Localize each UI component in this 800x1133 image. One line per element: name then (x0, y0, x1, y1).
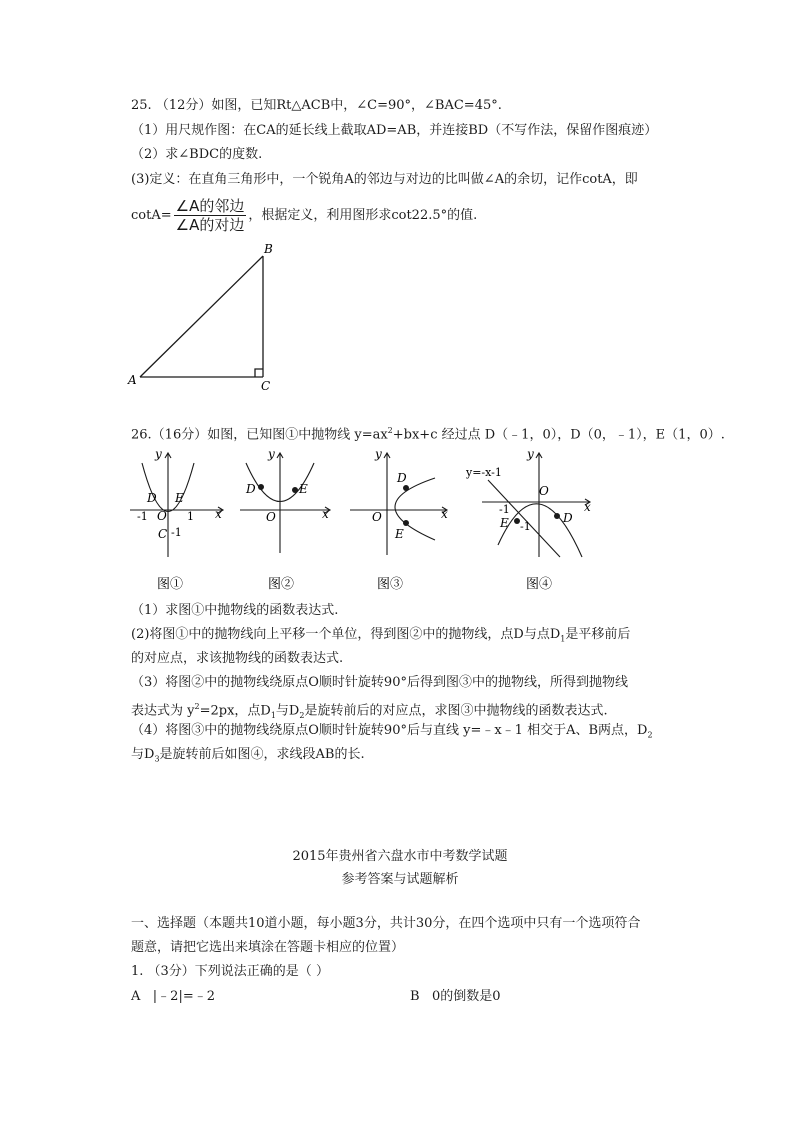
caption-1: 图① (157, 577, 184, 592)
answer-title: 2015年贵州省六盘水市中考数学试题 (292, 849, 508, 864)
axis-y-label: y (527, 447, 534, 461)
section1-line2: 题意，请把它选出来填涂在答题卡相应的位置） (131, 940, 405, 955)
point-c-label: C (158, 527, 168, 541)
point-d-label: D (563, 511, 573, 525)
fraction-numerator: ∠A的邻边 (175, 197, 245, 215)
caption-2: 图② (268, 577, 295, 592)
label-a: A (128, 373, 137, 387)
origin-label: O (372, 510, 382, 524)
axis-x-label: x (441, 507, 448, 521)
point-e-label: E (395, 527, 404, 541)
figure-1 (125, 445, 235, 595)
q25-line1: 25. （12分）如图，已知Rt△ACB中，∠C=90°，∠BAC=45°. (131, 98, 502, 113)
tick-neg1: -1 (499, 503, 510, 516)
line-y-neg-x-minus-1 (488, 480, 560, 557)
q26-text-b: +bx+c 经过点 D（﹣1，0），D（0，﹣1），E（1，0）. (392, 427, 725, 443)
p2-text-a: (2)将图①中的抛物线向上平移一个单位，得到图②中的抛物线，点D与点D (131, 627, 561, 642)
figure-3 (345, 445, 455, 595)
q26-part3-line2 (131, 698, 608, 725)
p4-sub2: 3 (154, 754, 160, 764)
p3-text-b: 表达式为 y (131, 703, 195, 719)
label-b: B (264, 242, 273, 256)
axis-y-label: y (268, 447, 275, 461)
tick-neg1: -1 (137, 510, 148, 523)
caption-4: 图④ (526, 577, 553, 592)
q26-sup: 2 (387, 426, 393, 435)
line-equation-label: y=-x-1 (466, 466, 502, 479)
q25-line2: （1）用尺规作图：在CA的延长线上截取AD=AB，并连接BD（不写作法，保留作图痕迹） (131, 123, 658, 138)
p3-text-e: 是旋转前后的对应点，求图③中抛物线的函数表达式. (304, 703, 608, 719)
p3-sub2: 2 (299, 710, 305, 720)
answer-subtitle: 参考答案与试题解析 (341, 872, 459, 887)
p2-text-b: 是平移前后 (565, 627, 631, 642)
p3-sub1: 1 (270, 710, 276, 720)
option-a-text: |﹣2|=﹣2 (152, 989, 215, 1004)
question-1: 1. （3分）下列说法正确的是（ ） (131, 964, 329, 979)
tick-neg1-y: -1 (520, 520, 531, 533)
label-c: C (261, 379, 271, 393)
q26-text-a: 26.（16分）如图，已知图①中抛物线 y=ax (131, 427, 388, 443)
axis-x-label: x (215, 507, 222, 521)
point-e-dot (403, 520, 409, 526)
figure-4 (460, 445, 600, 595)
cot-fraction (174, 197, 247, 234)
point-d-label: D (147, 491, 157, 505)
origin-label: O (539, 484, 549, 498)
point-d-dot (258, 484, 264, 490)
point-e-label: E (299, 482, 308, 496)
point-d-dot (554, 513, 560, 519)
p4-text-a: （4）将图③中的抛物线绕原点O顺时针旋转90°后与直线 y=﹣x﹣1 相交于A、B两点，D (131, 723, 648, 738)
point-e-label: E (500, 516, 509, 530)
q26-line1 (131, 422, 725, 444)
triangle-figure (120, 240, 290, 395)
tick-1: 1 (187, 510, 194, 523)
cot-suffix: ，根据定义，利用图形求cot22.5°的值. (248, 208, 478, 223)
axis-x-label: x (584, 500, 591, 514)
axis-x-label: x (322, 507, 329, 521)
origin-label: O (266, 510, 276, 524)
p3-sup: 2 (194, 702, 200, 711)
q26-part1: （1）求图①中抛物线的函数表达式. (131, 603, 339, 618)
q25-line5 (131, 197, 477, 234)
option-a (131, 988, 215, 1006)
p2-sub: 1 (560, 634, 566, 644)
cot-prefix: cotA= (131, 208, 172, 223)
tick-neg1-y: -1 (171, 526, 182, 539)
q26-part4-line1 (131, 722, 653, 745)
p4-text-c: 是旋转前后如图④，求线段AB的长. (159, 747, 365, 762)
q26-part2-line1 (131, 626, 630, 649)
point-e-dot (292, 487, 298, 493)
p4-text-b: 与D (131, 747, 155, 762)
caption-3: 图③ (377, 577, 404, 592)
p3-text-d: 与D (275, 703, 300, 719)
q26-part4-line2 (131, 746, 365, 769)
option-b-label: B (410, 989, 420, 1004)
option-a-label: A (131, 989, 141, 1004)
axis-y-label: y (155, 447, 162, 461)
right-angle-mark (255, 369, 263, 377)
q25-line4: (3)定义：在直角三角形中，一个锐角A的邻边与对边的比叫做∠A的余切，记作cotA，即 (131, 172, 638, 187)
p4-sub1: 2 (647, 730, 653, 740)
fraction-denominator: ∠A的对边 (175, 216, 245, 234)
q26-part3-line1: （3）将图②中的抛物线绕原点O顺时针旋转90°后得到图③中的抛物线，所得到抛物线 (131, 675, 628, 690)
side-ab (140, 256, 263, 377)
axis-y-label: y (375, 447, 382, 461)
origin-label: O (157, 509, 167, 523)
point-d-label: D (246, 482, 256, 496)
section1-line1: 一、选择题（本题共10道小题，每小题3分，共计30分，在四个选项中只有一个选项符合 (131, 916, 641, 931)
point-d-dot (403, 485, 409, 491)
p3-text-c: =2px，点D (199, 703, 271, 719)
option-b-text: 0的倒数是0 (431, 989, 501, 1004)
point-e-label: E (175, 491, 184, 505)
q26-part2-line2: 的对应点，求该抛物线的函数表达式. (131, 651, 344, 666)
option-b (410, 988, 501, 1006)
point-d-label: D (397, 471, 407, 485)
q25-line3: （2）求∠BDC的度数. (131, 147, 263, 162)
figure-2 (238, 445, 338, 595)
